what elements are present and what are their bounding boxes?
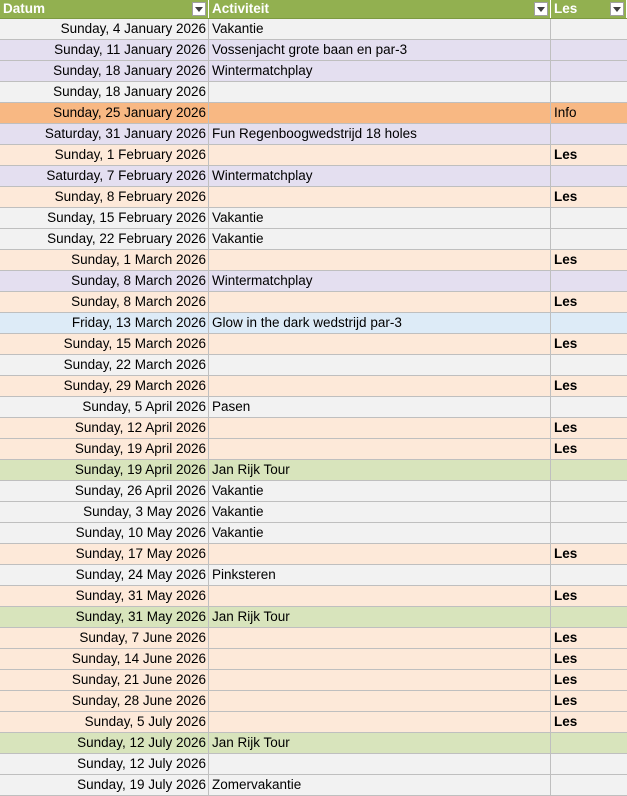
cell-les[interactable]: Les — [554, 693, 578, 708]
cell-datum[interactable]: Sunday, 10 May 2026 — [0, 523, 209, 543]
cell-les[interactable] — [551, 271, 627, 291]
cell-activiteit[interactable]: Vossenjacht grote baan en par-3 — [209, 40, 551, 60]
cell-datum[interactable]: Sunday, 12 July 2026 — [0, 754, 209, 774]
cell-les[interactable] — [551, 82, 627, 102]
cell-activiteit[interactable] — [209, 355, 551, 375]
table-row — [0, 313, 627, 334]
cell-activiteit[interactable] — [209, 334, 551, 354]
header-datum[interactable] — [0, 0, 209, 18]
table-row — [0, 586, 627, 607]
cell-les[interactable] — [551, 355, 627, 375]
cell-les[interactable]: Les — [554, 336, 578, 351]
table-row — [0, 292, 627, 313]
dropdown-arrow-icon — [613, 7, 621, 12]
cell-les[interactable] — [551, 775, 627, 795]
cell-activiteit[interactable] — [209, 649, 551, 669]
cell-datum[interactable]: Sunday, 17 May 2026 — [0, 544, 209, 564]
table-row — [0, 628, 627, 649]
table-row — [0, 166, 627, 187]
cell-datum[interactable]: Sunday, 19 July 2026 — [0, 775, 209, 795]
table-row — [0, 271, 627, 292]
cell-datum[interactable]: Sunday, 26 April 2026 — [0, 481, 209, 501]
cell-datum[interactable]: Sunday, 12 April 2026 — [0, 418, 209, 438]
cell-les[interactable] — [551, 607, 627, 627]
cell-les[interactable]: Les — [554, 546, 578, 561]
cell-datum[interactable]: Sunday, 15 March 2026 — [0, 334, 209, 354]
cell-activiteit[interactable]: Fun Regenboogwedstrijd 18 holes — [209, 124, 551, 144]
cell-activiteit[interactable]: Vakantie — [209, 481, 551, 501]
cell-activiteit[interactable]: Wintermatchplay — [209, 166, 551, 186]
cell-activiteit[interactable] — [209, 670, 551, 690]
cell-les[interactable] — [551, 208, 627, 228]
cell-datum[interactable]: Saturday, 7 February 2026 — [0, 166, 209, 186]
cell-datum[interactable]: Sunday, 1 March 2026 — [0, 250, 209, 270]
cell-les[interactable]: Les — [554, 147, 578, 162]
cell-activiteit[interactable] — [209, 586, 551, 606]
cell-les[interactable] — [551, 124, 627, 144]
dropdown-arrow-icon — [195, 7, 203, 12]
cell-datum[interactable]: Sunday, 22 March 2026 — [0, 355, 209, 375]
table-row — [0, 754, 627, 775]
cell-datum[interactable]: Sunday, 5 April 2026 — [0, 397, 209, 417]
cell-activiteit[interactable] — [209, 187, 551, 207]
cell-les[interactable] — [551, 313, 627, 333]
table-row — [0, 712, 627, 733]
header-activiteit-label: Activiteit — [212, 1, 270, 16]
cell-activiteit[interactable] — [209, 628, 551, 648]
cell-activiteit[interactable]: Vakantie — [209, 523, 551, 543]
cell-datum[interactable]: Sunday, 3 May 2026 — [0, 502, 209, 522]
table-row — [0, 124, 627, 145]
table-row — [0, 397, 627, 418]
cell-les[interactable] — [551, 754, 627, 774]
cell-activiteit[interactable] — [209, 418, 551, 438]
table-row — [0, 649, 627, 670]
cell-activiteit[interactable]: Jan Rijk Tour — [209, 607, 551, 627]
cell-datum[interactable]: Sunday, 29 March 2026 — [0, 376, 209, 396]
cell-activiteit[interactable]: Jan Rijk Tour — [209, 460, 551, 480]
table-body — [0, 19, 627, 796]
cell-les[interactable] — [551, 229, 627, 249]
table-row — [0, 40, 627, 61]
table-row — [0, 229, 627, 250]
cell-activiteit[interactable]: Vakantie — [209, 19, 551, 39]
cell-datum[interactable]: Sunday, 19 April 2026 — [0, 439, 209, 459]
cell-les[interactable] — [551, 166, 627, 186]
cell-datum[interactable]: Sunday, 8 March 2026 — [0, 292, 209, 312]
cell-datum[interactable]: Sunday, 25 January 2026 — [0, 103, 209, 123]
cell-datum[interactable]: Sunday, 4 January 2026 — [0, 19, 209, 39]
cell-les[interactable]: Les — [554, 294, 578, 309]
table-row — [0, 775, 627, 796]
cell-datum[interactable]: Sunday, 22 February 2026 — [0, 229, 209, 249]
cell-activiteit[interactable]: Vakantie — [209, 229, 551, 249]
table-row — [0, 19, 627, 40]
cell-datum[interactable]: Sunday, 21 June 2026 — [0, 670, 209, 690]
cell-activiteit[interactable]: Pinksteren — [209, 565, 551, 585]
cell-les[interactable] — [551, 40, 627, 60]
cell-datum[interactable]: Sunday, 12 July 2026 — [0, 733, 209, 753]
cell-les[interactable] — [551, 523, 627, 543]
cell-datum[interactable]: Sunday, 18 January 2026 — [0, 61, 209, 81]
cell-datum[interactable]: Sunday, 31 May 2026 — [0, 586, 209, 606]
cell-activiteit[interactable]: Zomervakantie — [209, 775, 551, 795]
cell-datum[interactable]: Friday, 13 March 2026 — [0, 313, 209, 333]
filter-datum-button[interactable] — [192, 2, 206, 16]
cell-datum[interactable]: Sunday, 14 June 2026 — [0, 649, 209, 669]
table-row — [0, 376, 627, 397]
table-row — [0, 208, 627, 229]
filter-les-button[interactable] — [610, 2, 624, 16]
cell-activiteit[interactable] — [209, 82, 551, 102]
cell-activiteit[interactable]: Pasen — [209, 397, 551, 417]
cell-activiteit[interactable] — [209, 544, 551, 564]
cell-les[interactable] — [551, 565, 627, 585]
cell-les[interactable] — [551, 460, 627, 480]
cell-les[interactable] — [551, 61, 627, 81]
cell-les[interactable] — [551, 481, 627, 501]
cell-datum[interactable]: Sunday, 5 July 2026 — [0, 712, 209, 732]
cell-datum[interactable]: Sunday, 1 February 2026 — [0, 145, 209, 165]
cell-datum[interactable]: Sunday, 18 January 2026 — [0, 82, 209, 102]
cell-activiteit[interactable] — [209, 250, 551, 270]
cell-les[interactable]: Les — [554, 252, 578, 267]
table-row — [0, 418, 627, 439]
cell-les[interactable] — [551, 502, 627, 522]
cell-activiteit[interactable]: Glow in the dark wedstrijd par-3 — [209, 313, 551, 333]
table-row — [0, 544, 627, 565]
cell-datum[interactable]: Sunday, 8 March 2026 — [0, 271, 209, 291]
cell-activiteit[interactable]: Vakantie — [209, 502, 551, 522]
cell-datum[interactable]: Sunday, 11 January 2026 — [0, 40, 209, 60]
table-row — [0, 61, 627, 82]
table-row — [0, 103, 627, 124]
cell-les[interactable]: Les — [554, 420, 578, 435]
cell-les[interactable] — [551, 397, 627, 417]
cell-activiteit[interactable] — [209, 376, 551, 396]
cell-datum[interactable]: Sunday, 24 May 2026 — [0, 565, 209, 585]
table-row — [0, 355, 627, 376]
cell-les[interactable]: Les — [554, 189, 578, 204]
header-les[interactable] — [551, 0, 627, 18]
cell-datum[interactable]: Sunday, 28 June 2026 — [0, 691, 209, 711]
cell-activiteit[interactable] — [209, 754, 551, 774]
cell-activiteit[interactable] — [209, 712, 551, 732]
table-row — [0, 460, 627, 481]
cell-les[interactable]: Les — [554, 441, 578, 456]
table-row — [0, 481, 627, 502]
cell-les[interactable]: Les — [554, 672, 578, 687]
cell-activiteit[interactable] — [209, 145, 551, 165]
table-row — [0, 733, 627, 754]
cell-activiteit[interactable] — [209, 439, 551, 459]
table-row — [0, 145, 627, 166]
table-row — [0, 691, 627, 712]
table-row — [0, 82, 627, 103]
cell-activiteit[interactable] — [209, 691, 551, 711]
cell-les[interactable]: Les — [554, 714, 578, 729]
cell-les[interactable]: Info — [554, 105, 577, 120]
cell-datum[interactable]: Sunday, 31 May 2026 — [0, 607, 209, 627]
header-les-label: Les — [554, 1, 578, 16]
table-row — [0, 187, 627, 208]
cell-activiteit[interactable] — [209, 292, 551, 312]
cell-les[interactable]: Les — [554, 588, 578, 603]
header-activiteit[interactable] — [209, 0, 551, 18]
cell-datum[interactable]: Sunday, 15 February 2026 — [0, 208, 209, 228]
table-row — [0, 607, 627, 628]
cell-les[interactable]: Les — [554, 630, 578, 645]
header-row — [0, 0, 627, 19]
table-row — [0, 250, 627, 271]
cell-les[interactable] — [551, 733, 627, 753]
cell-datum[interactable]: Sunday, 19 April 2026 — [0, 460, 209, 480]
table-row — [0, 670, 627, 691]
cell-activiteit[interactable]: Vakantie — [209, 208, 551, 228]
filter-activiteit-button[interactable] — [534, 2, 548, 16]
cell-activiteit[interactable]: Wintermatchplay — [209, 271, 551, 291]
table-row — [0, 565, 627, 586]
cell-les[interactable]: Les — [554, 651, 578, 666]
cell-les[interactable]: Les — [554, 378, 578, 393]
cell-activiteit[interactable]: Wintermatchplay — [209, 61, 551, 81]
cell-datum[interactable]: Sunday, 8 February 2026 — [0, 187, 209, 207]
cell-datum[interactable]: Sunday, 7 June 2026 — [0, 628, 209, 648]
table-row — [0, 523, 627, 544]
cell-activiteit[interactable] — [209, 103, 551, 123]
table-row — [0, 502, 627, 523]
cell-datum[interactable]: Saturday, 31 January 2026 — [0, 124, 209, 144]
table-row — [0, 439, 627, 460]
cell-les[interactable] — [551, 19, 627, 39]
cell-activiteit[interactable]: Jan Rijk Tour — [209, 733, 551, 753]
dropdown-arrow-icon — [537, 7, 545, 12]
table-row — [0, 334, 627, 355]
header-datum-label: Datum — [3, 1, 46, 16]
